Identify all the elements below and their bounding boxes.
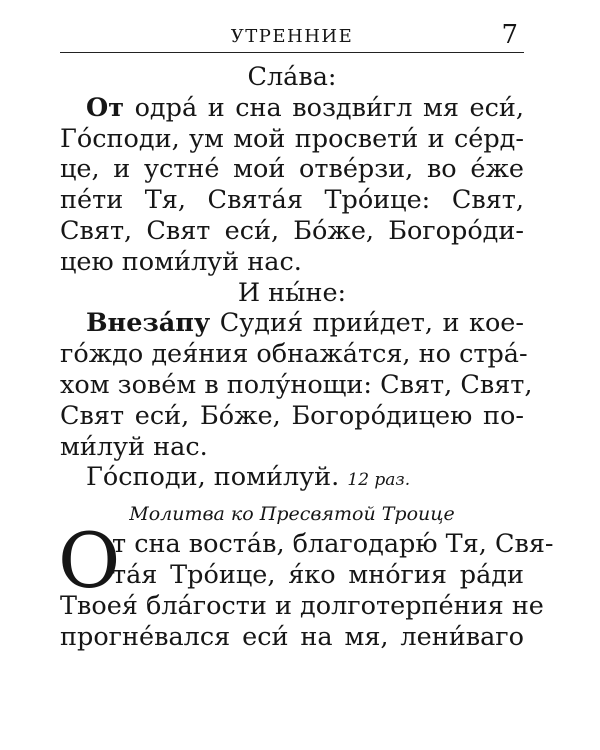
text-line: т сна воста́в, благодарю́ Тя, Свя- — [112, 529, 554, 560]
repeat-instruction — [60, 462, 524, 493]
text-line: Свят еси́, Бо́же, Богоро́дицею по- — [60, 400, 524, 431]
running-header — [60, 20, 524, 53]
text-line: та́я Тро́ице, я́ко мно́гия ра́ди — [112, 559, 524, 590]
section-heading-slava: Сла́ва: — [247, 62, 337, 92]
page-body — [58, 62, 554, 652]
text-line: ми́луй нас. — [60, 431, 208, 462]
text-line: хом зове́м в полу́нощи: Свят, Свят, — [60, 369, 533, 400]
text-line: це, и устне́ мои́ отве́рзи, во е́же — [60, 154, 524, 185]
section-heading-i-nyne: И ны́не: — [237, 277, 347, 308]
text-line: цею поми́луй нас. — [60, 246, 302, 277]
repeat-count-note: 12 раз. — [347, 470, 411, 491]
text-line: го́ждо дея́ния обнажа́тся, но стра́- — [60, 339, 528, 370]
bold-first-word: От — [86, 92, 125, 123]
running-title: УТРЕННИЕ — [230, 26, 354, 47]
text-line: От одра́ и сна воздви́гл мя еси́, — [86, 92, 524, 123]
page-number: 7 — [501, 20, 518, 50]
text-line: Твоея́ бла́гости и долготерпе́ния не — [60, 590, 544, 621]
prayer-title: Молитва ко Пресвятой Троице — [129, 503, 455, 526]
bold-first-word: Внеза́пу — [86, 308, 211, 339]
text-line: Внеза́пу Судия́ прии́дет, и кое- — [86, 308, 524, 339]
drop-cap: О — [58, 516, 121, 606]
prayer-paragraph — [58, 516, 554, 652]
text-line: Го́споди, ум мой просвети́ и се́рд- — [60, 123, 524, 154]
repeat-prayer-text: Го́споди, поми́луй. — [86, 462, 340, 493]
text-line: пе́ти Тя, Свята́я Тро́ице: Свят, — [60, 185, 524, 216]
text-line: прогне́вался еси́ на мя, лени́ваго — [60, 621, 524, 652]
text-line: Свят, Свят еси́, Бо́же, Богоро́ди- — [60, 215, 524, 246]
